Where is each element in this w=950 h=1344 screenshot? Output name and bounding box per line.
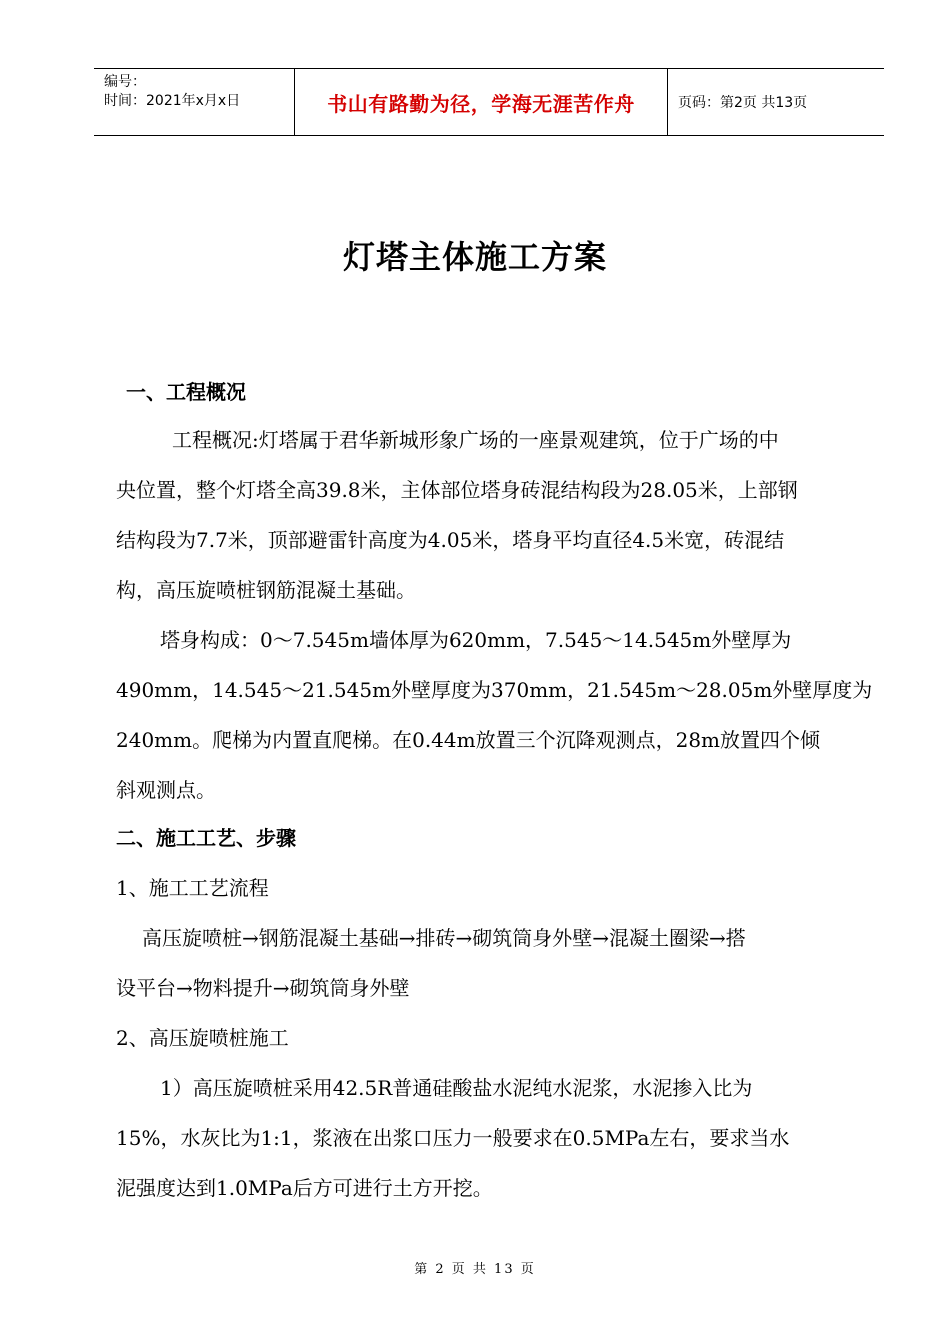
page-header [94, 68, 884, 136]
motto-text: 书山有路勤为径，学海无涯苦作舟 [327, 91, 635, 116]
flow-line: 设平台→物料提升→砌筑筒身外壁 [116, 976, 410, 1000]
page-info-text: 页码：第2页 共13页 [678, 95, 808, 111]
section-heading-overview: 一、工程概况 [126, 380, 246, 404]
subsection-heading: 2、高压旋喷桩施工 [116, 1026, 289, 1050]
header-motto [295, 69, 668, 135]
header-meta [94, 69, 295, 135]
paragraph-line: 1）高压旋喷桩采用42.5R普通硅酸盐水泥纯水泥浆，水泥掺入比为 [160, 1076, 753, 1100]
paragraph-line: 斜观测点。 [116, 778, 216, 802]
section-heading-process: 二、施工工艺、步骤 [116, 826, 296, 850]
paragraph-line: 240mm。爬梯为内置直爬梯。在0.44m放置三个沉降观测点，28m放置四个倾 [116, 728, 821, 752]
paragraph-line: 15%，水灰比为1:1，浆液在出浆口压力一般要求在0.5MPa左右，要求当水 [116, 1126, 790, 1150]
paragraph-line: 泥强度达到1.0MPa后方可进行土方开挖。 [116, 1176, 493, 1200]
flow-line: 高压旋喷桩→钢筋混凝土基础→排砖→砌筑筒身外壁→混凝土圈梁→搭 [142, 926, 746, 950]
paragraph-line: 工程概况:灯塔属于君华新城形象广场的一座景观建筑，位于广场的中 [172, 428, 779, 452]
paragraph-line: 490mm，14.545～21.545m外壁厚度为370mm，21.545m～28.05m外壁厚度为 [116, 678, 873, 702]
subsection-heading: 1、施工工艺流程 [116, 876, 269, 900]
page-footer: 第 2 页 共 13 页 [414, 1262, 536, 1277]
paragraph-line: 塔身构成：0～7.545m墙体厚为620mm，7.545～14.545m外壁厚为 [160, 628, 792, 652]
paragraph-line: 央位置，整个灯塔全高39.8米，主体部位塔身砖混结构段为28.05米，上部钢 [116, 478, 798, 502]
paragraph-line: 结构段为7.7米，顶部避雷针高度为4.05米，塔身平均直径4.5米宽，砖混结 [116, 528, 785, 552]
document-number-label: 编号： [104, 74, 146, 90]
header-page-info [668, 69, 884, 135]
document-time-label: 时间：2021年x月x日 [104, 93, 241, 109]
document-title: 灯塔主体施工方案 [342, 238, 607, 276]
paragraph-line: 构，高压旋喷桩钢筋混凝土基础。 [116, 578, 416, 602]
